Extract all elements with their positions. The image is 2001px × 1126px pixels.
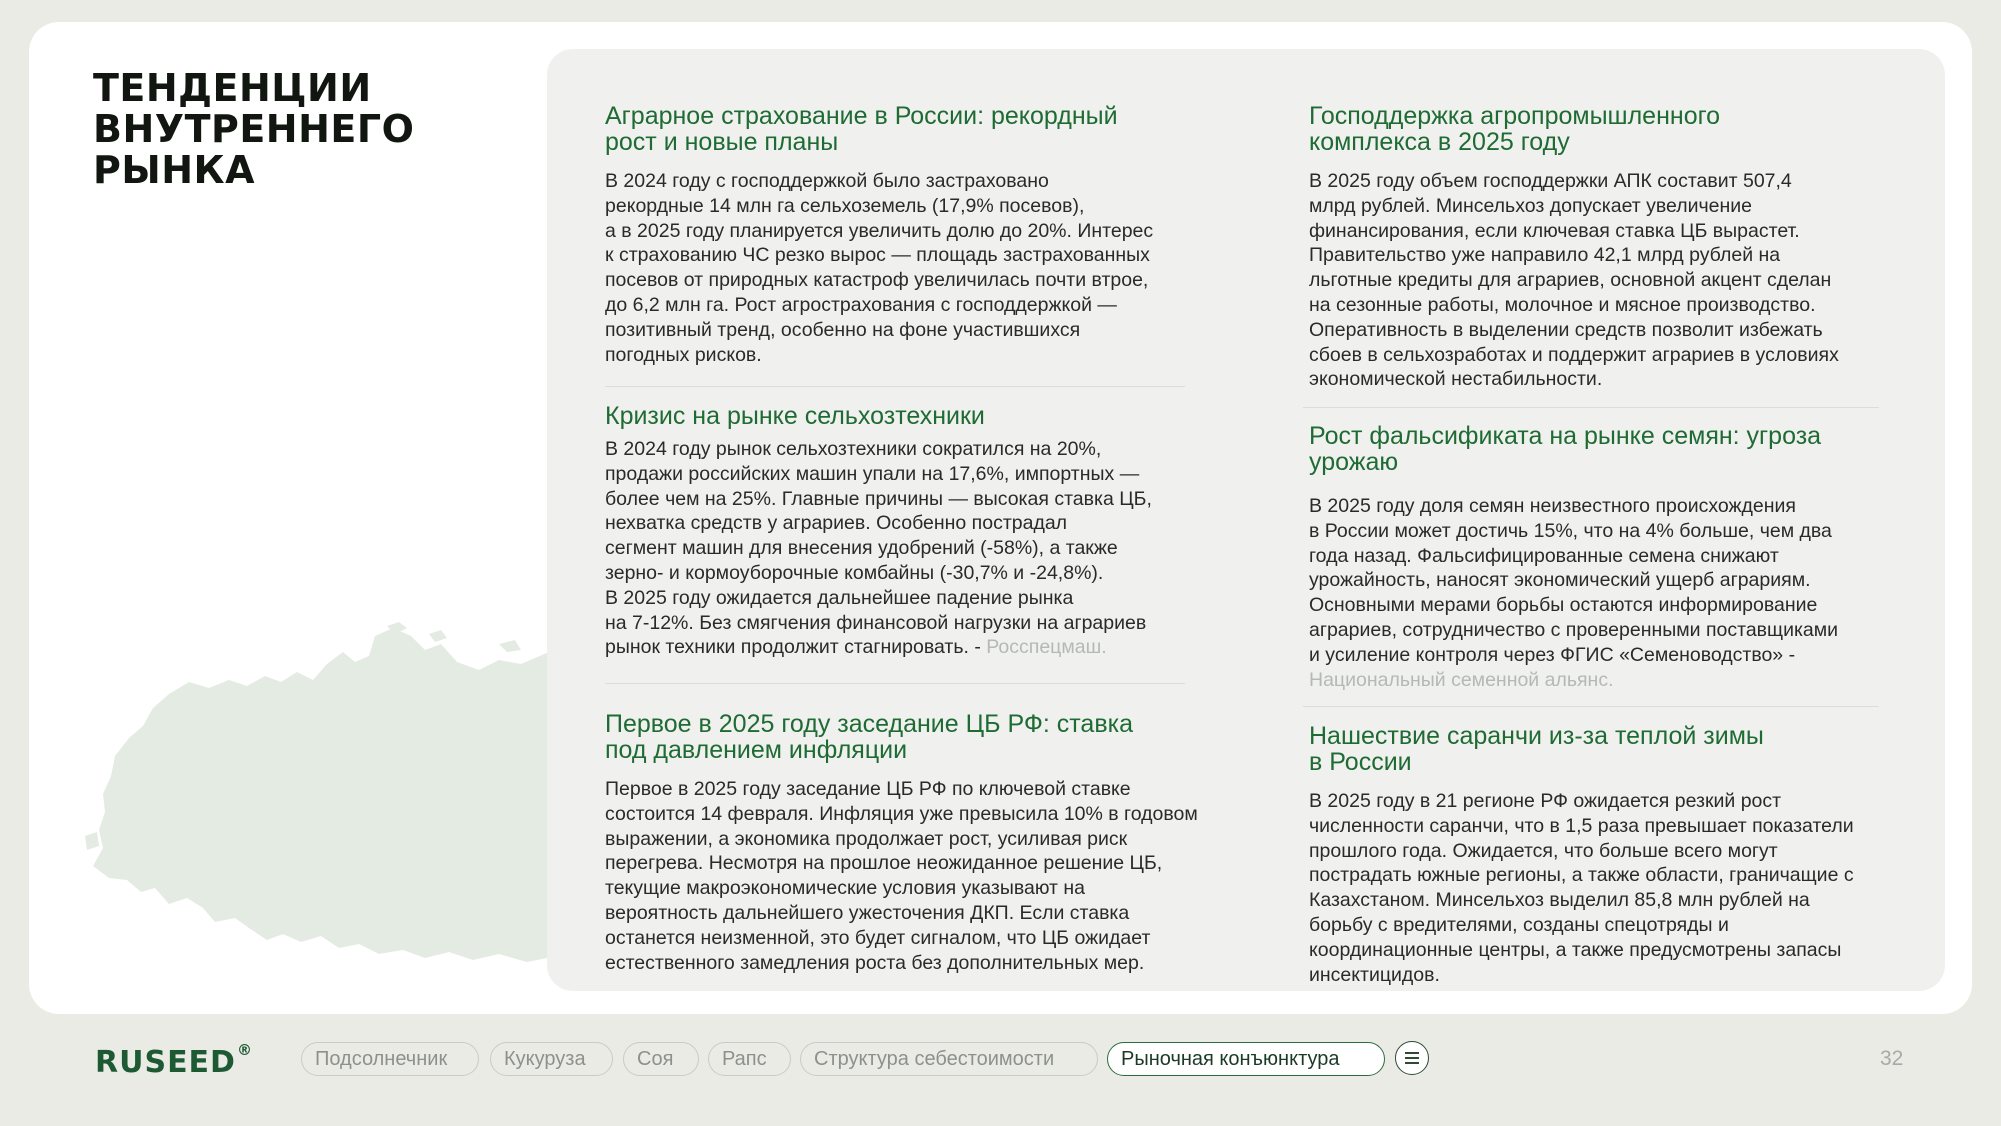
article-title: Рост фальсификата на рынке семян: угроза урожаю — [1309, 422, 1822, 476]
news-panel — [547, 49, 1945, 991]
nav-item-market-conditions[interactable]: Рыночная конъюнктура — [1107, 1042, 1385, 1076]
article-body: В 2025 году доля семян неизвестного происхождения в России может достичь 15%, что на 4% больше, чем два года назад. Фальсифицированные семена снижают урожайность, наносят экономический ущерб аграриям. Основными мерами борьбы остаются информирование аграриев, сотрудничество с проверенными поставщиками и усиление контроля через ФГИС «Семеноводство» - Национальный семенной альянс. — [1309, 495, 1839, 691]
article-title: Господдержка агропромышленного комплекса в 2025 году — [1309, 102, 1721, 156]
article-locusts — [1309, 723, 1929, 987]
article-seed-counterfeit — [1309, 423, 1929, 692]
divider — [1303, 706, 1879, 707]
divider — [605, 386, 1185, 387]
article-machinery — [605, 403, 1245, 660]
nav-item-sunflower[interactable]: Подсолнечник — [301, 1042, 479, 1076]
article-title: Аграрное страхование в России: рекордный рост и новые планы — [605, 102, 1118, 156]
article-body: Первое в 2025 году заседание ЦБ РФ по ключевой ставке состоится 14 февраля. Инфляция уже превысила 10% в годовом выражении, а экономика продолжает рост, усиливая риск перегрева. Несмотря на прошлое неожиданное решение ЦБ, текущие макроэкономические условия указывают на вероятность дальнейшего ужесточения ДКП. Если ставка останется неизменной, это будет сигналом, что ЦБ ожидает естественного замедления роста без дополнительных мер. — [605, 778, 1198, 974]
article-source: Росспецмаш. — [986, 636, 1107, 659]
nav-item-rapeseed[interactable]: Рапс — [708, 1042, 791, 1076]
nav-item-corn[interactable]: Кукуруза — [490, 1042, 613, 1076]
divider — [1303, 407, 1879, 408]
hamburger-menu-icon — [1405, 1052, 1419, 1054]
page-title-line-1: ТЕНДЕНЦИИ — [93, 66, 372, 110]
nav-item-cost-structure[interactable]: Структура себестоимости — [800, 1042, 1098, 1076]
article-central-bank — [605, 711, 1245, 975]
article-source: Национальный семенной альянс. — [1309, 668, 1614, 691]
divider — [605, 683, 1185, 684]
nav-item-soy[interactable]: Соя — [623, 1042, 699, 1076]
russia-map-silhouette — [69, 622, 589, 982]
slide-card — [29, 22, 1972, 1014]
page-title-line-3: РЫНКА — [93, 148, 255, 192]
article-title: Нашествие саранчи из-за теплой зимы в России — [1309, 722, 1764, 776]
article-state-support — [1309, 103, 1929, 392]
article-body: В 2024 году рынок сельхозтехники сократился на 20%, продажи российских машин упали на 17,6%, импортных — более чем на 25%. Главные причины — высокая ставка ЦБ, нехватка средств у аграриев. Особенно пострадал сегмент машин для внесения удобрений (-58%), а также зерно- и кормоуборочные комбайны (-30,7% и -24,8%). В 2025 году ожидается дальнейшее падение рынка на 7-12%. Без смягчения финансовой нагрузки на аграриев рынок техники продолжит стагнировать. - Росспецмаш. — [605, 438, 1152, 659]
ruseed-logo: RUSEED® — [95, 1041, 253, 1080]
article-title: Первое в 2025 году заседание ЦБ РФ: ставка под давлением инфляции — [605, 710, 1133, 764]
article-title: Кризис на рынке сельхозтехники — [605, 402, 985, 430]
page-title — [93, 68, 513, 191]
page-number: 32 — [1880, 1047, 1904, 1070]
page-title-line-2: ВНУТРЕННЕГО — [93, 107, 415, 151]
article-body: В 2024 году с господдержкой было застраховано рекордные 14 млн га сельхоземель (17,9% посевов), а в 2025 году планируется увеличить долю до 20%. Интерес к страхованию ЧС резко вырос — площадь застрахованных посевов от природных катастроф увеличилась почти втрое, до 6,2 млн га. Рост агрострахования с господдержкой — позитивный тренд, особенно на фоне участившихся погодных рисков. — [605, 170, 1154, 366]
menu-button[interactable] — [1395, 1041, 1429, 1075]
article-body: В 2025 году в 21 регионе РФ ожидается резкий рост численности саранчи, что в 1,5 раза превышает показатели прошлого года. Ожидается, что больше всего могут пострадать южные регионы, а также области, граничащие с Казахстаном. Минсельхоз выделил 85,8 млн рублей на борьбу с вредителями, созданы спецотряды и координационные центры, а также предусмотрены запасы инсектицидов. — [1309, 790, 1854, 986]
article-insurance — [605, 103, 1245, 367]
article-body: В 2025 году объем господдержки АПК составит 507,4 млрд рублей. Минсельхоз допускает увеличение финансирования, если ключевая ставка ЦБ вырастет. Правительство уже направило 42,1 млрд рублей на льготные кредиты для аграриев, основной акцент сделан на сезонные работы, молочное и мясное производство. Оперативность в выделении средств позволит избежать сбоев в сельхозработах и поддержит аграриев в условиях экономической нестабильности. — [1309, 170, 1839, 391]
